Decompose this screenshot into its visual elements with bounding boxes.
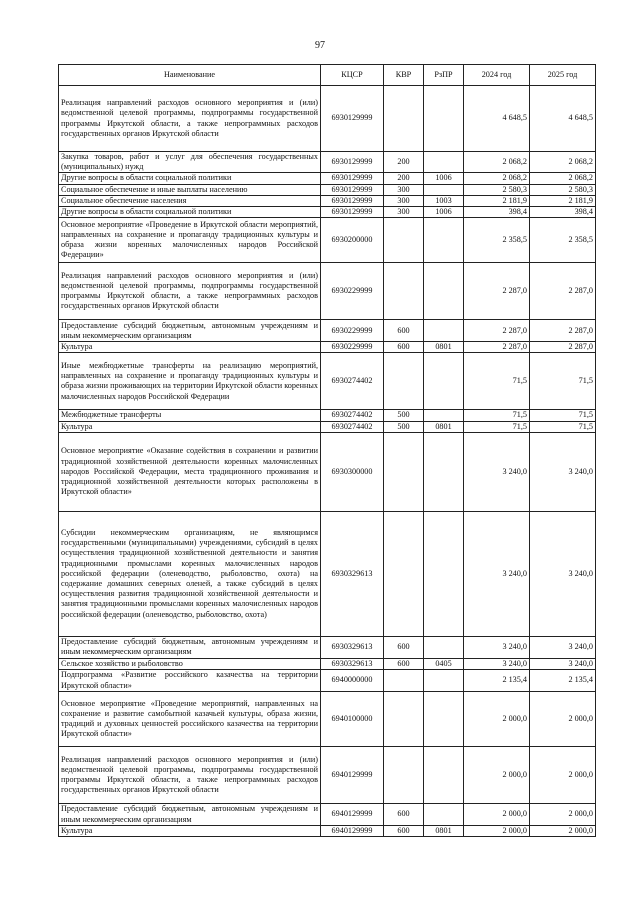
cell-name: Другие вопросы в области социальной политики	[59, 173, 321, 184]
cell-kcsr: 6930329613	[321, 636, 384, 658]
cell-rzpr: 1006	[424, 207, 464, 218]
column-header-2025: 2025 год	[530, 65, 596, 86]
cell-kvr	[384, 353, 424, 410]
cell-name: Культура	[59, 826, 321, 837]
table-row	[59, 421, 596, 432]
table-row	[59, 86, 596, 152]
cell-name: Иные межбюджетные трансферты на реализацию мероприятий, направленных на сохранение и пропаганду традиционных культуры и образа жизни проживающих на территории Иркутской области коренных малочисленных народов Российской Федерации	[59, 353, 321, 410]
table-row	[59, 747, 596, 804]
cell-2025: 4 648,5	[530, 86, 596, 152]
cell-kvr	[384, 747, 424, 804]
cell-name: Межбюджетные трансферты	[59, 410, 321, 421]
cell-rzpr	[424, 263, 464, 320]
column-header-2024: 2024 год	[464, 65, 530, 86]
cell-kvr	[384, 432, 424, 511]
cell-kcsr: 6940100000	[321, 692, 384, 747]
cell-2025: 71,5	[530, 421, 596, 432]
column-header-kcsr: КЦСР	[321, 65, 384, 86]
cell-2024: 2 181,9	[464, 195, 530, 206]
cell-2025: 2 000,0	[530, 826, 596, 837]
cell-kcsr: 6930229999	[321, 320, 384, 342]
cell-2024: 2 000,0	[464, 826, 530, 837]
column-header-rzpr: РзПР	[424, 65, 464, 86]
table-row	[59, 320, 596, 342]
cell-2024: 2 135,4	[464, 670, 530, 692]
cell-2024: 3 240,0	[464, 511, 530, 636]
cell-name: Сельское хозяйство и рыболовство	[59, 658, 321, 669]
table-row	[59, 207, 596, 218]
cell-2024: 4 648,5	[464, 86, 530, 152]
table-row	[59, 410, 596, 421]
table-row	[59, 184, 596, 195]
cell-rzpr: 0801	[424, 826, 464, 837]
cell-kcsr: 6940129999	[321, 826, 384, 837]
cell-2025: 2 358,5	[530, 218, 596, 263]
cell-name: Культура	[59, 342, 321, 353]
cell-2024: 3 240,0	[464, 658, 530, 669]
cell-2024: 2 000,0	[464, 692, 530, 747]
cell-kvr	[384, 670, 424, 692]
cell-2025: 2 000,0	[530, 747, 596, 804]
cell-name: Основное мероприятие «Проведение мероприятий, направленных на сохранение и развитие самобытной казачьей культуры, образа жизни, традиций и духовных ценностей российского казачества на территории Иркутской области»	[59, 692, 321, 747]
cell-kvr: 200	[384, 173, 424, 184]
cell-2024: 3 240,0	[464, 432, 530, 511]
cell-kcsr: 6930129999	[321, 207, 384, 218]
cell-2024: 2 287,0	[464, 342, 530, 353]
table-row	[59, 342, 596, 353]
cell-kcsr: 6930300000	[321, 432, 384, 511]
cell-name: Предоставление субсидий бюджетным, автономным учреждениям и иным некоммерческим организациям	[59, 636, 321, 658]
cell-rzpr	[424, 184, 464, 195]
cell-kvr: 500	[384, 410, 424, 421]
cell-2025: 2 580,3	[530, 184, 596, 195]
cell-kcsr: 6930200000	[321, 218, 384, 263]
table-row	[59, 826, 596, 837]
table-row	[59, 173, 596, 184]
table-row	[59, 692, 596, 747]
cell-kcsr: 6930274402	[321, 410, 384, 421]
cell-2025: 2 068,2	[530, 173, 596, 184]
cell-name: Реализация направлений расходов основного мероприятия и (или) ведомственной целевой программы, подпрограммы государственной программы Иркутской области, а также непрограммных расходов государственных органов Иркутской области	[59, 86, 321, 152]
table-row	[59, 636, 596, 658]
cell-kvr: 600	[384, 636, 424, 658]
column-header-name: Наименование	[59, 65, 321, 86]
cell-kvr: 500	[384, 421, 424, 432]
table-row	[59, 263, 596, 320]
cell-kvr: 300	[384, 207, 424, 218]
cell-kvr	[384, 218, 424, 263]
table-row	[59, 658, 596, 669]
cell-kcsr: 6940129999	[321, 804, 384, 826]
cell-2025: 3 240,0	[530, 658, 596, 669]
cell-2024: 71,5	[464, 421, 530, 432]
cell-2025: 2 135,4	[530, 670, 596, 692]
cell-kvr	[384, 692, 424, 747]
cell-rzpr: 1006	[424, 173, 464, 184]
cell-kvr	[384, 263, 424, 320]
cell-name: Социальное обеспечение населения	[59, 195, 321, 206]
cell-rzpr	[424, 432, 464, 511]
cell-rzpr	[424, 636, 464, 658]
table-row	[59, 511, 596, 636]
cell-2024: 2 068,2	[464, 152, 530, 173]
cell-kcsr: 6930329613	[321, 511, 384, 636]
cell-kvr: 300	[384, 184, 424, 195]
cell-2024: 71,5	[464, 353, 530, 410]
table-row	[59, 804, 596, 826]
cell-2024: 2 000,0	[464, 747, 530, 804]
cell-2025: 3 240,0	[530, 432, 596, 511]
cell-kcsr: 6930329613	[321, 658, 384, 669]
cell-name: Предоставление субсидий бюджетным, автономным учреждениям и иным некоммерческим организациям	[59, 804, 321, 826]
cell-kcsr: 6930129999	[321, 184, 384, 195]
table-row	[59, 353, 596, 410]
table-row	[59, 670, 596, 692]
cell-rzpr	[424, 747, 464, 804]
cell-kvr: 200	[384, 152, 424, 173]
page-number: 97	[315, 40, 325, 51]
table-row	[59, 218, 596, 263]
cell-rzpr	[424, 353, 464, 410]
cell-kcsr: 6930229999	[321, 263, 384, 320]
column-header-kvr: КВР	[384, 65, 424, 86]
cell-name: Подпрограмма «Развитие российского казачества на территории Иркутской области»	[59, 670, 321, 692]
cell-kcsr: 6930274402	[321, 421, 384, 432]
cell-kvr: 600	[384, 342, 424, 353]
cell-kvr: 300	[384, 195, 424, 206]
cell-2024: 71,5	[464, 410, 530, 421]
cell-name: Основное мероприятие «Оказание содействия в сохранении и развитии традиционной хозяйственной деятельности коренных малочисленных народов Российской Федерации, места традиционного проживания и традиционной хозяйственной деятельности которых расположены в Иркутской области»	[59, 432, 321, 511]
table-row	[59, 432, 596, 511]
cell-2025: 2 000,0	[530, 804, 596, 826]
cell-rzpr	[424, 692, 464, 747]
cell-2025: 2 181,9	[530, 195, 596, 206]
cell-name: Основное мероприятие «Проведение в Иркутской области мероприятий, направленных на сохранение и пропаганду традиционных культуры и образа жизни коренных малочисленных народов Российской Федерации»	[59, 218, 321, 263]
budget-table	[58, 64, 596, 837]
cell-kcsr: 6940129999	[321, 747, 384, 804]
cell-rzpr: 0801	[424, 342, 464, 353]
cell-rzpr	[424, 86, 464, 152]
cell-2025: 71,5	[530, 410, 596, 421]
cell-rzpr	[424, 804, 464, 826]
cell-2025: 2 000,0	[530, 692, 596, 747]
cell-2024: 398,4	[464, 207, 530, 218]
cell-name: Закупка товаров, работ и услуг для обеспечения государственных (муниципальных) нужд	[59, 152, 321, 173]
cell-2025: 2 287,0	[530, 320, 596, 342]
cell-2025: 3 240,0	[530, 636, 596, 658]
cell-2024: 2 068,2	[464, 173, 530, 184]
cell-2024: 2 580,3	[464, 184, 530, 195]
table-row	[59, 195, 596, 206]
cell-rzpr	[424, 152, 464, 173]
cell-2024: 2 000,0	[464, 804, 530, 826]
cell-2025: 2 287,0	[530, 342, 596, 353]
cell-rzpr: 0405	[424, 658, 464, 669]
cell-kcsr: 6930229999	[321, 342, 384, 353]
cell-name: Реализация направлений расходов основного мероприятия и (или) ведомственной целевой программы, подпрограммы государственной программы Иркутской области, а также непрограммных расходов государственных органов Иркутской области	[59, 263, 321, 320]
cell-2024: 3 240,0	[464, 636, 530, 658]
cell-kcsr: 6930129999	[321, 86, 384, 152]
cell-rzpr	[424, 511, 464, 636]
cell-rzpr: 1003	[424, 195, 464, 206]
cell-kvr	[384, 86, 424, 152]
cell-kvr: 600	[384, 658, 424, 669]
cell-2025: 2 287,0	[530, 263, 596, 320]
cell-2025: 3 240,0	[530, 511, 596, 636]
cell-2024: 2 287,0	[464, 320, 530, 342]
cell-kcsr: 6930274402	[321, 353, 384, 410]
cell-rzpr	[424, 410, 464, 421]
cell-name: Другие вопросы в области социальной политики	[59, 207, 321, 218]
cell-2025: 2 068,2	[530, 152, 596, 173]
cell-2025: 398,4	[530, 207, 596, 218]
cell-kcsr: 6930129999	[321, 152, 384, 173]
cell-name: Субсидии некоммерческим организациям, не являющимся государственными (муниципальными) учреждениями, субсидий в целях осуществления традиционной хозяйственной деятельности и занятия традиционными промыслами коренных малочисленных народов российской федерации (оленеводство, рыболовство, охота) на содержание домашних северных оленей, а также субсидий в целях осуществления развития традиционной хозяйственной деятельности и занятия традиционными промыслами коренных малочисленных народов российской федерации (оленеводство, рыболовство, охота)	[59, 511, 321, 636]
cell-kcsr: 6940000000	[321, 670, 384, 692]
cell-kvr: 600	[384, 804, 424, 826]
cell-name: Реализация направлений расходов основного мероприятия и (или) ведомственной целевой программы, подпрограммы государственной программы Иркутской области, а также непрограммных расходов государственных органов Иркутской области	[59, 747, 321, 804]
cell-rzpr	[424, 670, 464, 692]
cell-name: Культура	[59, 421, 321, 432]
table-header-row	[59, 65, 596, 86]
cell-kvr	[384, 511, 424, 636]
cell-kcsr: 6930129999	[321, 195, 384, 206]
cell-rzpr	[424, 218, 464, 263]
cell-kvr: 600	[384, 826, 424, 837]
cell-kvr: 600	[384, 320, 424, 342]
cell-2024: 2 287,0	[464, 263, 530, 320]
cell-2025: 71,5	[530, 353, 596, 410]
table-body	[59, 86, 596, 837]
cell-2024: 2 358,5	[464, 218, 530, 263]
cell-name: Социальное обеспечение и иные выплаты населению	[59, 184, 321, 195]
cell-kcsr: 6930129999	[321, 173, 384, 184]
cell-rzpr: 0801	[424, 421, 464, 432]
cell-name: Предоставление субсидий бюджетным, автономным учреждениям и иным некоммерческим организациям	[59, 320, 321, 342]
cell-rzpr	[424, 320, 464, 342]
table-row	[59, 152, 596, 173]
